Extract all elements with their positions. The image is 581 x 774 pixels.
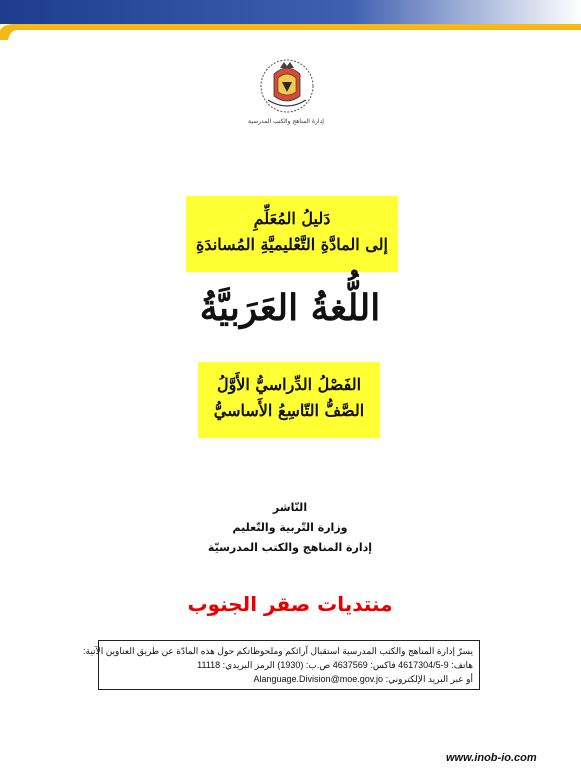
publisher-label: النّاشر [272, 501, 308, 514]
top-decorative-bar [0, 0, 581, 40]
guide-title-line1: دَليلُ المُعَلِّمِ [253, 209, 331, 228]
guide-title-box [186, 196, 398, 272]
term-line: الفَصْلُ الدِّراسيُّ الأَوَّلُ [216, 375, 362, 394]
website-link[interactable]: www.inob-io.com [446, 752, 537, 764]
publisher-block [200, 498, 380, 558]
contact-intro: يسرّ إدارة المناهج والكتب المدرسية استقبال آرائكم وملحوظاتكم حول هذه المادّة عن طريق العناوين الآتية: [83, 646, 473, 656]
contact-email: أو عبر البريد الإلكتروني: Alanguage.Division@moe.gov.jo [253, 674, 473, 684]
contact-phone-fax: هاتف: 9-4617304/5 فاكس: 4637569 ص.ب: (1930) الرمز البريدي: 11118 [197, 660, 473, 670]
term-grade-box [198, 362, 380, 438]
subject-title: اللُّغةُ العَرَبيَّةُ [199, 287, 381, 329]
publisher-department: إدارة المناهج والكتب المدرسيّة [207, 541, 373, 554]
guide-title-line2: إلى المادَّةِ التَّعْليميَّةِ المُساندَةِ [196, 235, 388, 254]
emblem-caption: إدارة المناهج والكتب المدرسية [248, 118, 324, 125]
grade-line: الصَّفُّ التّاسِعُ الأَساسيُّ [213, 401, 365, 420]
contact-info-box [83, 640, 480, 690]
forum-title: منتديات صقر الجنوب [187, 592, 393, 616]
publisher-ministry: وزارة التّربية والتّعليم [232, 521, 348, 534]
